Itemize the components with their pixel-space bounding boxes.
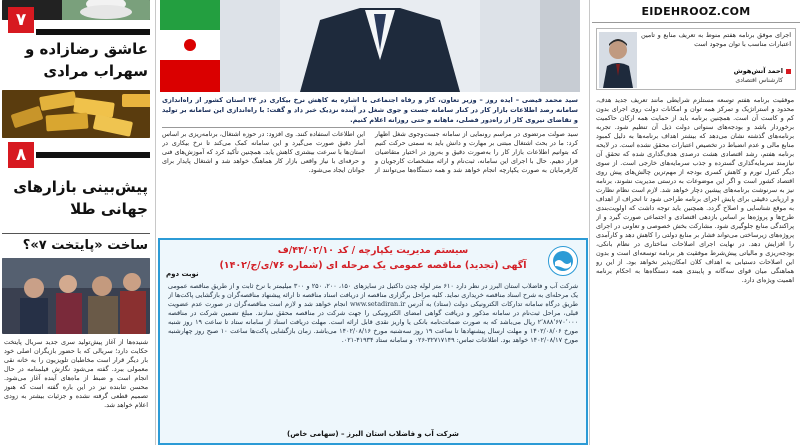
ad-body: شرکت آب و فاضلاب استان البرز در نظر دارد ۶۱۰ متر لوله چدن داکتیل در سایزهای ۱۵۰، ۲۰۰، ۲۵۰ و ۳۰۰ میلیمتر با نرخ ثابت و از طریق مناقصه عمومی یک مرحله‌ای به شرح اسناد مناقصه خریداری نماید. کلیه مراحل برگزاری مناقصه از دریافت اسناد مناقصه تا ارائه پیشنهاد مناقصه‌گران و بازگشایی پاکت‌ها از طریق درگاه سامانه تدارکات الکترونیکی دولت (ستاد) به آدرس www.setadiran.ir انجام خواهد شد و لازم است مناقصه‌گران در صورت عدم عضویت قبلی، مراحل ثبت‌نام در سامانه مذکور و دریافت گواهی امضای الکترونیکی را جهت شرکت در مناقصه محقق سازند. مبلغ تضمین شرکت در مناقصه ۲٬۸۸۸٬۶۷۰٬۰۰۰ ریال می‌باشد که به صورت ضمانت‌نامه بانکی یا واریز نقدی قابل ارائه است. مهلت دریافت اسناد از سامانه ستاد تا ساعت ۱۹ روز شنبه مورخ ۱۴۰۲/۰۸/۰۶ و مهلت ارسال پیشنهادها تا ساعت ۱۹ روز سه‌شنبه مورخ ۱۴۰۲/۰۸/۱۶ می‌باشد. زمان بازگشایی پاکت‌ها ساعت ۱۰ صبح روز چهارشنبه مورخ ۱۴۰۲/۰۸/۱۷ خواهد بود. اطلاعات تماس: ۳۲۷۱۷۱۴۹-۰۲۶ و سامانه ستاد ۴۱۹۳۴-۰۲۱. — [168, 282, 578, 344]
story3-photo[interactable] — [2, 258, 150, 334]
story2-divider — [36, 152, 150, 158]
tv-series-cast-photo-icon — [2, 258, 150, 334]
story2-photo[interactable] — [2, 90, 150, 138]
right-column — [592, 0, 800, 445]
lead-photo[interactable] — [160, 0, 580, 92]
story1-headline[interactable]: عاشق رضازاده و سهراب مرادی — [24, 40, 148, 80]
lead-body: سید صولت مرتضوی در مراسم رونمایی از سامانه جست‌وجوی شغل اظهار کرد: ما در بحث اشتغال مبتنی بر مهارت و دانش باید به سمتی حرکت کنیم که بتوانیم اطلاعات بازار کار را به‌صورت دقیق و به‌روز در اختیار متقاضیان قرار دهیم. حال با اجرای این سامانه، ثبت‌نام و ارائه مشخصات کارجویان و کارفرمایان به صورت یکپارچه انجام خواهد شد و همه دستگاه‌ها می‌توانند از این اطلاعات استفاده کنند. وی افزود: در حوزه اشتغال، برنامه‌ریزی بر اساس آمار دقیق صورت می‌گیرد و این سامانه کمک می‌کند تا نرخ بیکاری در استان‌ها با سرعت بیشتری کاهش یابد. همچنین تأکید کرد که آموزش‌های فنی و حرفه‌ای با نیاز واقعی بازار کار هماهنگ خواهد شد و اشتغال پایدار برای جوانان ایجاد می‌شود. — [162, 130, 578, 174]
story3-top-rule — [2, 233, 150, 234]
story2-number-badge: ۸ — [8, 142, 34, 168]
author-name-row — [641, 67, 791, 75]
lead-story — [162, 95, 578, 237]
column-rule-left — [155, 0, 156, 445]
story3-body: شنیده‌ها از آغاز پیش‌تولید سری جدید سریال پایتخت حکایت دارد؛ سریالی که با حضور بازیگران اصلی خود بار دیگر قرار است مخاطبان تلویزیون را به خانه نقی معمولی ببرد. گفته می‌شود نگارش فیلمنامه در حال انجام است و ضبط از ماه‌های آینده آغاز می‌شود. محسن تنابنده نیز در این باره گفته است که هنوز تصمیم قطعی گرفته نشده و جزئیات بیشتر به زودی اعلام خواهد شد. — [4, 338, 148, 409]
ad-title-line2: آگهی (تجدید) مناقصه عمومی یک مرحله ای (شماره ۷۶/ی/ج/۱۴۰۲) — [219, 260, 527, 271]
story1-divider — [36, 29, 150, 35]
water-drop-icon — [552, 250, 574, 272]
masthead-url[interactable]: EIDEHROOZ.COM — [641, 4, 751, 18]
story3-headline[interactable]: ساخت «پایتخت ۷»؟ — [22, 238, 148, 253]
ad-footer: شرکت آب و فاضلاب استان البرز – (سهامی خاص) — [287, 430, 459, 438]
tender-advertisement — [158, 238, 588, 445]
masthead-rule — [592, 22, 800, 23]
column-rule-right — [589, 0, 590, 445]
author-name[interactable]: احمد آتش‌هوش — [733, 67, 783, 75]
author-portrait-icon — [599, 32, 637, 88]
author-photo — [599, 32, 637, 88]
ad-title-line1: سیستم مدیریت یکپارچه / کد ۴۳/۰۲/۱۰/ف — [277, 245, 469, 256]
water-company-logo — [548, 246, 578, 276]
lead-caption: سید محمد فیضی – ایده روز – وزیر تعاون، کار و رفاه اجتماعی با اشاره به کاهش نرخ بیکاری در ۲۴ استان کشور از راه‌اندازی سامانه رصد اطلاعات بازار کار در کنار سامانه جست و جوی شغل در آینده نزدیک خبر داد و گفت: با راه‌اندازی این سامانه بر تولید و تقاضای نیروی کار از راه‌دور فصلی، ماهانه و حتی روزانه اعلام کنیم. — [162, 96, 578, 124]
author-role: کارشناس اقتصادی — [735, 77, 783, 84]
article-body: موفقیت برنامه هفتم توسعه مستلزم شرایطی مانند تعریف جدید هدف، محدود و استراتژیک و تمرکز همه توان و امکانات دولت روی اجرای بدون کم و کاست آن است. همچنین برنامه باید از حمایت همه ارکان حاکمیت برخوردار باشد و بودجه‌های سنواتی دولت ذیل آن تنظیم شود. تجربه برنامه‌های گذشته نشان می‌دهد که بیشتر اهداف برنامه‌ها به دلیل کمبود منابع مالی و عدم انضباط در تخصیص اعتبارات محقق نشده است. در لایحه برنامه هفتم، رشد اقتصادی هشت درصدی هدف‌گذاری شده که تحقق آن نیازمند سرمایه‌گذاری گسترده و جذب سرمایه‌های خارجی است. از سوی دیگر کنترل تورم و کاهش کسری بودجه از مهم‌ترین چالش‌های پیش روی اقتصاد کشور است و اگر این موضوعات به درستی مدیریت نشوند، برنامه نیز به سرنوشت برنامه‌های پیشین دچار خواهد شد. لازم است نظام نظارت و ارزیابی دقیقی برای پایش اجرای برنامه طراحی شود تا انحراف از اهداف به موقع شناسایی و اصلاح گردد. همچنین باید توجه داشت که اولویت‌بندی طرح‌ها و پروژه‌ها بر اساس بازدهی اقتصادی و اجتماعی صورت گیرد و از پراکندگی منابع جلوگیری شود. مشارکت بخش خصوصی و تعاونی در اجرای پروژه‌های زیرساختی می‌تواند فشار بر منابع دولتی را کاهش دهد و کارآمدی را افزایش دهد. در نهایت اجرای اصلاحات ساختاری در نظام بانکی، بودجه‌ریزی و مالیاتی پیش‌شرط موفقیت هر برنامه توسعه‌ای است و بدون این اصلاحات دستیابی به اهداف کلان امکان‌پذیر نخواهد بود. از این رو هماهنگی میان قوای سه‌گانه و پایبندی همه دستگاه‌ها به احکام برنامه اهمیت ویژه‌ای دارد. — [596, 96, 794, 284]
author-bullet-icon — [786, 69, 791, 74]
left-column — [0, 0, 152, 445]
ad-turn-label: نوبت دوم — [166, 270, 199, 278]
gold-bars-icon — [2, 90, 150, 138]
story2-headline[interactable]: پیش‌بینی بازارهای جهانی طلا — [13, 178, 148, 218]
story1-number-badge: ۷ — [8, 7, 34, 33]
lead-divider — [162, 127, 578, 128]
minister-press-photo-icon — [160, 0, 580, 92]
author-intro: اجرای موفق برنامه هفتم منوط به تعریف منابع و تامین اعتبارات مناسب با توان موجود است — [641, 31, 791, 48]
author-box — [596, 28, 796, 90]
